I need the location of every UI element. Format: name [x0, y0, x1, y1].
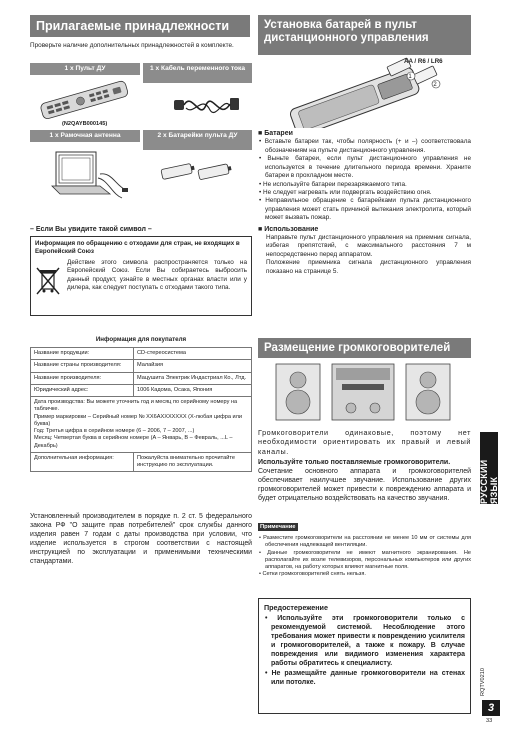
disposal-info-title: Информация по обращению с отходами для стран, не входящих в Европейский Союз [35, 240, 240, 256]
list-item-text: Неправильное обращение с батарейками пульта дистанционного управления может стать причиной вытекания электролита, который может вызвать пожар. [265, 197, 472, 222]
list-item: • Разместите громкоговорители на расстоянии не менее 10 мм от системы для обеспечения надлежащей вентиляции. [259, 535, 471, 549]
table-row [31, 384, 252, 396]
remote-battery-illustration [268, 56, 468, 128]
list-item-text: Используйте эти громкоговорители только с рекомендуемой системой. Несоблюдение этого требования может привести к повреждению усилителя и громкоговорителей, а также к пожару. В случае повреждения или видимого изменения характера работы обратитесь к специалисту. [271, 615, 465, 668]
svg-text:2: 2 [433, 82, 437, 88]
symbol-note: – Если Вы увидите такой символ – [30, 226, 152, 233]
disposal-info-box [30, 236, 252, 316]
battery-type-label: AA / R6 / LR6 [404, 58, 443, 65]
speakers-para-2: Сочетание основного аппарата и громкоговорителей обеспечивает наилучшее звучание. Использование других громкоговорителей может привести к повреждению аппарата и будет отрицательно воздействовать на качество звучания. [258, 468, 471, 503]
speakers-text [258, 428, 471, 504]
batteries-illustration [158, 154, 238, 188]
table-cell-date: Дата производства: Вы можете уточнить год и месяц по серийному номеру на табличке. Пример маркировки – Серийный номер № XX6AXXXXXXX (X-любая цифра или буква) Год: Третья цифра в серийном номере (6 – 2006, 7 – 2007, ...) Месяц: Четвертая буква в серийном номере (A – Январь, B – Февраль, ...L – Декабрь) [31, 397, 252, 453]
list-item: • Сетки громкоговорителей снять нельзя. [259, 571, 366, 578]
use-heading [258, 225, 471, 234]
list-item-text: Не размещайте данные громкоговорители на стенах или потолке. [271, 669, 465, 686]
accessory-remote-label: 1 x Пульт ДУ [30, 63, 140, 75]
batteries-heading-text: Батареи [264, 130, 293, 137]
square-bullet-icon: ■ [258, 130, 265, 137]
accessory-ac-cable-label: 1 x Кабель переменного тока [143, 63, 252, 83]
service-life-text: Установленный производителем в порядке п. 2 ст. 5 федерального закона РФ "О защите прав потребителей" срок службы данного изделия равен 7 годам с даты производства при условии, что изделие используется в строгом соответствии с настоящей инструкцией по эксплуатации и применимыми техническими стандартами. [30, 513, 252, 565]
list-item-text: Выньте батареи, если пульт дистанционного управления не используется в течение длительного периода времени. Храните батареи в прохладном месте. [265, 155, 471, 180]
accessories-intro: Проверьте наличие дополнительных принадлежностей в комплекте. [30, 42, 234, 49]
batteries-heading [258, 129, 471, 138]
list-item: • Не следует нагревать или подвергать воздействию огня. [259, 188, 432, 196]
accessory-antenna-label: 1 x Рамочная антенна [30, 130, 140, 142]
table-cell: Дополнительная информация: [31, 452, 134, 472]
accessory-batteries-label: 2 x Батарейки пульта ДУ [143, 130, 252, 150]
table-cell: 1006 Кадома, Осака, Япония [134, 384, 252, 396]
stereo-system-illustration [272, 362, 456, 424]
disposal-info-text: Действие этого символа распространяется только на Европейский Союз. Если Вы собираетесь выбросить данный продукт, узнайте в местных органах власти или у дилера, как следует поступать с отходами такого типа. [67, 259, 247, 292]
table-cell: Название производителя: [31, 372, 134, 384]
list-item-text: Не используйте батареи перезаряжаемого типа. [263, 180, 407, 188]
list-item-text: Сетки громкоговорителей снять нельзя. [262, 571, 366, 578]
buyer-info-table [30, 347, 252, 472]
caution-box [258, 598, 471, 714]
page-number-badge [482, 700, 500, 716]
list-item: • Вставьте батареи так, чтобы полярность (+ и –) соответствовала обозначениям на пульте дистанционного управления. [259, 138, 471, 154]
list-item-text: Не следует нагревать или подвергать воздействию огня. [263, 188, 432, 196]
speakers-para: Громкоговорители одинаковые, поэтому нет необходимости ориентировать их правый и левый каналы. [258, 428, 471, 456]
table-cell: Юридический адрес: [31, 384, 134, 396]
page-number-small: 33 [486, 718, 493, 724]
accessories-header: Прилагаемые принадлежности [30, 15, 250, 37]
ac-cable-illustration [172, 86, 242, 126]
list-item: • Используйте эти громкоговорители только с рекомендуемой системой. Несоблюдение этого требования может привести к повреждению усилителя и громкоговорителей, а также к пожару. В случае повреждения или видимого изменения характера работы обратитесь к специалисту. [265, 615, 465, 668]
use-heading-text: Использование [264, 225, 319, 233]
table-row [31, 360, 252, 372]
table-cell: Мацушита Электрик Индастриал Ко., Лтд. [134, 372, 252, 384]
table-cell: CD-стереосистема [134, 348, 252, 360]
speakers-bold-note: Используйте только поставляемые громкоговорители. [258, 459, 451, 467]
table-cell: Название страны производителя: [31, 360, 134, 372]
list-item: • Неправильное обращение с батарейками пульта дистанционного управления может стать причиной вытекания электролита, который может вызвать пожар. [259, 197, 472, 222]
remote-control-illustration [34, 78, 134, 120]
battery-install-header: Установка батарей в пульт дистанционного управления [258, 15, 471, 55]
buyer-info-title: Информация для покупателя [95, 336, 187, 343]
list-item: • Выньте батареи, если пульт дистанционного управления не используется в течение длительного периода времени. Храните батареи в прохладном месте. [259, 155, 471, 180]
table-row [31, 452, 252, 472]
list-item: • Данные громкоговорители не имеют магнитного экранирования. Не располагайте их возле телевизоров, персональных компьютеров или других аппаратов, на работу которых влияют магнитные поля. [259, 549, 471, 571]
use-text: Направьте пульт дистанционного управления на приемник сигнала, избегая препятствий, с максимального расстояния 7 м непосредственно перед аппаратом. [266, 234, 471, 258]
page-number: 3 [487, 702, 495, 714]
remote-model-code: (N2QAYB000145) [62, 121, 108, 127]
batteries-section [258, 129, 471, 276]
svg-text:1: 1 [408, 74, 412, 80]
table-row [31, 348, 252, 360]
list-item-text: Данные громкоговорители не имеют магнитного экранирования. Не располагайте их возле телевизоров, персональных компьютеров или других аппаратов, на работу которых влияют магнитные поля. [265, 549, 471, 571]
table-cell: Название продукции: [31, 348, 134, 360]
use-text-2: Положение приемника сигнала дистанционного управления показано на странице 5. [266, 259, 471, 275]
note-label: Примечание [260, 524, 296, 530]
table-row [31, 372, 252, 384]
list-item-text: Вставьте батареи так, чтобы полярность (+ и –) соответствовала обозначениям на пульте дистанционного управления. [264, 138, 471, 154]
table-row [31, 397, 252, 453]
square-bullet-icon: ■ [258, 225, 265, 233]
list-item: • Не размещайте данные громкоговорители на стенах или потолке. [265, 669, 465, 686]
speaker-placement-header: Размещение громкоговорителей [258, 338, 471, 358]
caution-title: Предостережение [264, 603, 328, 612]
list-item: • Не используйте батареи перезаряжаемого типа. [259, 180, 407, 188]
language-side-tab: РУССКИЙ ЯЗЫК [480, 432, 498, 504]
crossed-bin-icon [36, 267, 60, 297]
table-cell: Пожалуйста внимательно прочитайте инструкцию по эксплуатации. [134, 452, 252, 472]
list-item-text: Разместите громкоговорители на расстоянии не менее 10 мм от системы для обеспечения надлежащей вентиляции. [263, 535, 471, 549]
document-code: RQTV0210 [480, 668, 486, 696]
note-list [258, 535, 471, 579]
loop-antenna-illustration [38, 146, 130, 204]
table-cell: Малайзия [134, 360, 252, 372]
